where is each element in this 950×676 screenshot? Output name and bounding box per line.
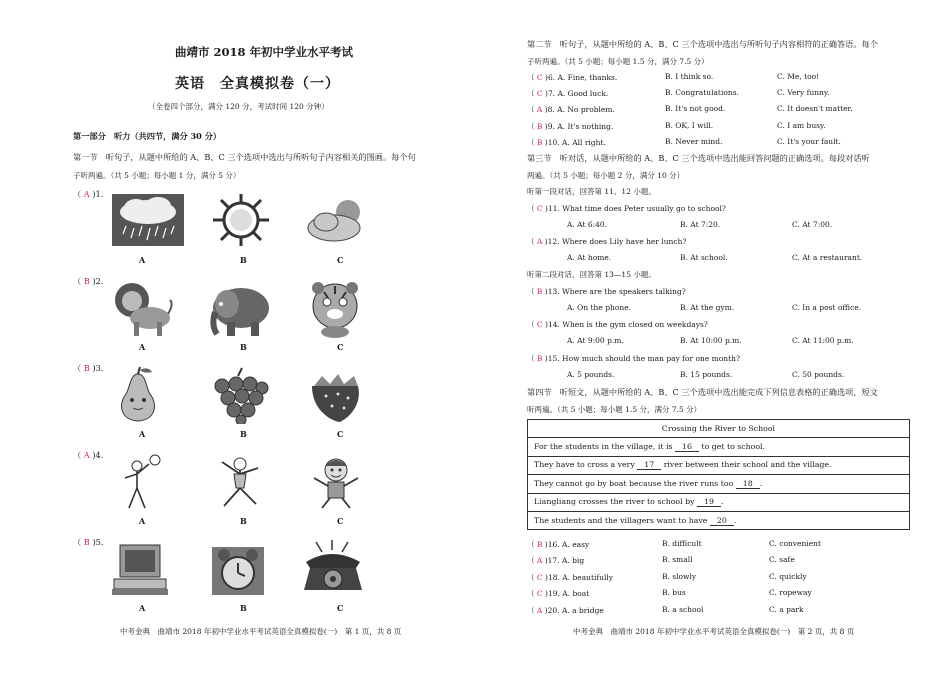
question-13: （ B )13. Where are the speakers talking? — [527, 287, 686, 296]
blank-20: 20 — [710, 516, 734, 526]
blank-19: 19 — [697, 497, 721, 507]
question-19-option-c: C. ropeway — [769, 588, 812, 597]
elephant-icon — [205, 282, 273, 338]
blank-16: 16 — [675, 442, 699, 452]
dancing-person-icon — [210, 454, 268, 510]
question-20-option-b: B. a school — [662, 605, 704, 614]
question-15: （ B )15. How much should the man pay for one month? — [527, 354, 740, 363]
table-row: For the students in the village, it is 16 to get to school. — [528, 438, 910, 456]
info-table — [527, 419, 910, 530]
question-13-option-b: B. At the gym. — [680, 303, 735, 312]
answer-5: B — [83, 537, 90, 547]
table-row: Liangliang crosses the river to school by 19 . — [528, 493, 910, 511]
question-17-option-c: C. safe — [769, 555, 795, 564]
question-20-option-c: C. a park — [769, 605, 804, 614]
table-row: The students and the villagers want to have 20 . — [528, 511, 910, 529]
alarm-clock-icon — [210, 545, 266, 597]
info-table-header: Crossing the River to School — [528, 420, 910, 438]
option-label-3b: B — [240, 429, 247, 439]
answer-2: B — [83, 276, 90, 286]
blank-18: 18 — [736, 479, 760, 489]
question-18: （ C )18. A. beautifully — [527, 573, 614, 582]
blank-17: 17 — [637, 460, 661, 470]
question-3: （ B )3. — [73, 363, 104, 373]
table-row: They cannot go by boat because the river runs too 18 . — [528, 475, 910, 493]
question-19-option-b: B. bus — [662, 588, 686, 597]
question-7-option-c: C. Very funny. — [777, 88, 830, 97]
strawberry-icon — [304, 372, 364, 424]
grapes-icon — [208, 366, 270, 424]
question-16-option-b: B. difficult — [662, 539, 702, 548]
table-row: They have to cross a very 17 river between their school and the village. — [528, 456, 910, 474]
telephone-icon — [300, 538, 366, 596]
question-15-option-b: B. 15 pounds. — [680, 370, 733, 379]
rain-cloud-icon — [112, 194, 184, 246]
question-1: （ A )1. — [73, 189, 104, 199]
option-label-2a: A — [139, 342, 146, 352]
option-label-1b: B — [240, 255, 247, 265]
question-9-option-b: B. OK, I will. — [665, 121, 714, 130]
section3-instruction-line1: 第三节 听对话，从题中所给的 A、B、C 三个选项中选出能回答问题的正确选项。每段对话听 — [527, 153, 870, 163]
question-10-option-c: C. It's your fault. — [777, 137, 841, 146]
question-20: （ A )20. A. a bridge — [527, 606, 604, 615]
question-12-option-b: B. At school. — [680, 253, 728, 262]
question-13-option-c: C. In a post office. — [792, 303, 862, 312]
dialog2-heading: 听第二段对话，回答第 13—15 小题。 — [527, 270, 656, 279]
cloud-sun-icon — [306, 196, 368, 246]
question-11-option-a: A. At 6:40. — [567, 220, 608, 229]
section2-instruction-line1: 第二节 听句子，从题中所给的 A、B、C 三个选项中选出与所听句子内容相符的正确答语。每个 — [527, 39, 878, 49]
question-2: （ B )2. — [73, 276, 104, 286]
dialog1-heading: 听第一段对话，回答第 11、12 小题。 — [527, 187, 656, 196]
computer-icon — [110, 543, 172, 597]
question-6-option-c: C. Me, too! — [777, 72, 820, 81]
question-16: （ B )16. A. easy — [527, 540, 590, 549]
section4-instruction-line2: 听两遍。（共 5 小题；每小题 1.5 分，满分 7.5 分） — [527, 405, 702, 414]
question-8-option-b: B. It's not good. — [665, 104, 726, 113]
question-18-option-c: C. quickly — [769, 572, 807, 581]
lion-icon — [112, 280, 174, 338]
sun-icon — [210, 192, 272, 248]
question-11: （ C )11. What time does Peter usually go to school? — [527, 204, 726, 213]
section1-instruction-line1: 第一节 听句子，从题中所给的 A、B、C 三个选项中选出与所听句子内容相关的图画。每个句 — [73, 152, 416, 162]
option-label-3a: A — [139, 429, 146, 439]
question-11-option-b: B. At 7:20. — [680, 220, 721, 229]
question-7-option-b: B. Congratulations. — [665, 88, 739, 97]
pear-icon — [112, 366, 164, 424]
right-page-footer: 中考金典 曲靖市 2018 年初中学业水平考试英语全真模拟卷(一) 第 2 页，共 8 页 — [573, 627, 855, 636]
exam-subtitle: 英语 全真模拟卷（一） — [175, 76, 340, 92]
option-label-2b: B — [240, 342, 247, 352]
question-8: （ A )8. A. No problem. — [527, 105, 615, 114]
question-11-option-c: C. At 7:00. — [792, 220, 833, 229]
jumping-boy-icon — [308, 454, 364, 510]
question-14-option-a: A. At 9:00 p.m. — [567, 336, 624, 345]
section3-instruction-line2: 两遍。（共 5 小题；每小题 2 分，满分 10 分） — [527, 171, 685, 180]
question-10: （ B )10. A. All right. — [527, 138, 606, 147]
answer-1: A — [83, 189, 90, 199]
option-label-1a: A — [139, 255, 146, 265]
question-4: （ A )4. — [73, 450, 104, 460]
section2-instruction-line2: 子听两遍。（共 5 小题；每小题 1.5 分，满分 7.5 分） — [527, 57, 709, 66]
volleyball-player-icon — [115, 454, 165, 512]
question-19: （ C )19. A. boat — [527, 589, 590, 598]
option-label-4c: C — [337, 516, 344, 526]
question-17: （ A )17. A. big — [527, 556, 585, 565]
question-12: （ A )12. Where does Lily have her lunch? — [527, 237, 687, 246]
question-7: （ C )7. A. Good luck. — [527, 89, 609, 98]
section1-instruction-line2: 子听两遍。（共 5 小题；每小题 1 分，满分 5 分） — [73, 171, 241, 180]
question-16-option-c: C. convenient — [769, 539, 821, 548]
exam-title: 曲靖市 2018 年初中学业水平考试 — [175, 45, 354, 59]
tiger-icon — [306, 280, 364, 338]
question-6: （ C )6. A. Fine, thanks. — [527, 73, 618, 82]
question-13-option-a: A. On the phone. — [567, 303, 632, 312]
option-label-5b: B — [240, 603, 247, 613]
option-label-1c: C — [337, 255, 344, 265]
left-page-footer: 中考金典 曲靖市 2018 年初中学业水平考试英语全真模拟卷(一) 第 1 页，共 8 页 — [120, 627, 402, 636]
option-label-5c: C — [337, 603, 344, 613]
part1-heading: 第一部分 听力（共四节，满分 30 分） — [73, 131, 222, 141]
question-18-option-b: B. slowly — [662, 572, 697, 581]
option-label-4a: A — [139, 516, 146, 526]
question-10-option-b: B. Never mind. — [665, 137, 723, 146]
question-14-option-c: C. At 11:00 p.m. — [792, 336, 854, 345]
question-14-option-b: B. At 10:00 p.m. — [680, 336, 742, 345]
answer-4: A — [83, 450, 90, 460]
question-14: （ C )14. When is the gym closed on weekdays? — [527, 320, 708, 329]
answer-3: B — [83, 363, 90, 373]
question-15-option-c: C. 50 pounds. — [792, 370, 845, 379]
question-15-option-a: A. 5 pounds. — [567, 370, 615, 379]
option-label-3c: C — [337, 429, 344, 439]
question-6-option-b: B. I think so. — [665, 72, 714, 81]
question-5: （ B )5. — [73, 537, 104, 547]
question-9: （ B )9. A. It's nothing. — [527, 122, 614, 131]
question-12-option-a: A. At home. — [567, 253, 612, 262]
option-label-5a: A — [139, 603, 146, 613]
exam-note: （全卷四个部分，满分 120 分，考试时间 120 分钟） — [148, 102, 329, 111]
question-8-option-c: C. It doesn't matter. — [777, 104, 853, 113]
option-label-2c: C — [337, 342, 344, 352]
question-9-option-c: C. I am busy. — [777, 121, 826, 130]
section4-instruction-line1: 第四节 听短文，从题中所给的 A、B、C 三个选项中选出能完成下列信息表格的正确选项，短文 — [527, 387, 878, 397]
question-17-option-b: B. small — [662, 555, 693, 564]
option-label-4b: B — [240, 516, 247, 526]
question-12-option-c: C. At a restaurant. — [792, 253, 863, 262]
